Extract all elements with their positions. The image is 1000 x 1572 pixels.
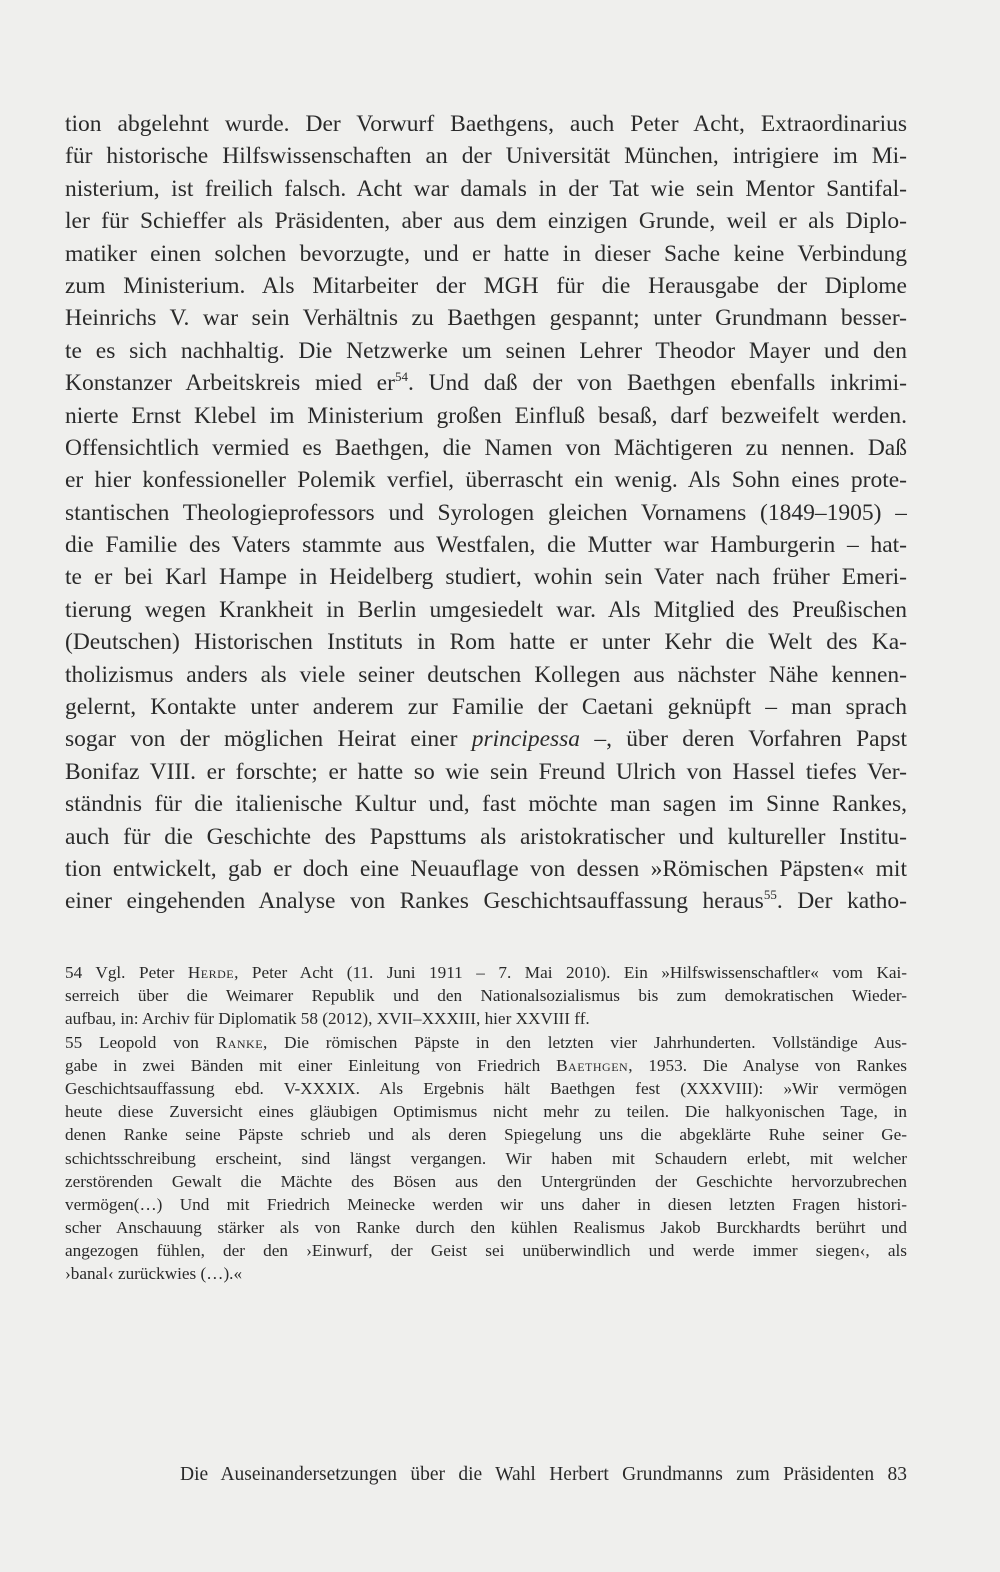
footnote-line: scher Anschauung stärker als von Ranke durch den kühlen Realismus Jakob Burckhardts berührt und bbox=[65, 1218, 907, 1238]
author-name: Ranke bbox=[215, 1032, 264, 1052]
text-segment: . Der katho- bbox=[776, 888, 907, 915]
text-segment: 54 Vgl. Peter bbox=[65, 963, 188, 982]
footnote-line bbox=[65, 961, 907, 984]
text-line: tion abgelehnt wurde. Der Vorwurf Baethgens, auch Peter Acht, Extraordinarius bbox=[65, 111, 907, 137]
text-line: (Deutschen) Historischen Instituts in Rom hatte er unter Kehr die Welt des Ka- bbox=[65, 629, 907, 656]
text-line: tion entwickelt, gab er doch eine Neuauflage von dessen »Römischen Päpsten« mit bbox=[65, 855, 907, 882]
author-name: Herde bbox=[187, 963, 235, 982]
text-segment: 55 Leopold von bbox=[65, 1032, 216, 1052]
footnote-ref-54: 54 bbox=[394, 369, 408, 385]
text-line: ständnis für die italienische Kultur und, fast möchte man sagen im Sinne Rankes, bbox=[65, 791, 907, 818]
text-line: te es sich nachhaltig. Die Netzwerke um seinen Lehrer Theodor Mayer und den bbox=[65, 337, 907, 364]
footnote-55 bbox=[65, 1031, 907, 1286]
footnote-line bbox=[65, 1054, 907, 1077]
text-segment: , 1953. Die Analyse von Rankes bbox=[628, 1055, 907, 1075]
page-number: 83 bbox=[887, 1464, 908, 1485]
footnote-line: angezogen fühlen, der den ›Einwurf, der Geist sei unüberwindlich und werde immer siegen‹, als bbox=[65, 1241, 907, 1261]
footnote-line: zerstörenden Gewalt die Mächte des Bösen aus den Untergründen der Geschichte hervorzubrechen bbox=[65, 1171, 907, 1191]
text-line: tierung wegen Krankheit in Berlin umgesiedelt war. Als Mitglied des Preußischen bbox=[65, 596, 907, 623]
text-line: nierte Ernst Klebel im Ministerium großen Einfluß besaß, darf bezweifelt werden. bbox=[65, 402, 907, 429]
italic-word: principessa bbox=[471, 726, 581, 753]
text-segment: –, über deren Vorfahren Papst bbox=[580, 726, 907, 753]
text-line: te er bei Karl Hampe in Heidelberg studiert, wohin sein Vater nach früher Emeri- bbox=[65, 564, 907, 591]
text-line: für historische Hilfswissenschaften an der Universität München, intrigiere im Mi- bbox=[65, 143, 907, 170]
text-line: die Familie des Vaters stammte aus Westfalen, die Mutter war Hamburgerin – hat- bbox=[65, 532, 907, 559]
text-line: gelernt, Kontakte unter anderem zur Familie der Caetani geknüpft – man sprach bbox=[65, 694, 907, 721]
footnote-line: ›banal‹ zurückwies (…).« bbox=[65, 1264, 243, 1284]
text-segment: gabe in zwei Bänden mit einer Einleitung von Friedrich bbox=[65, 1055, 557, 1075]
text-line: er hier konfessioneller Polemik verfiel, überrascht ein wenig. Als Sohn eines prote- bbox=[65, 467, 907, 494]
text-line: tholizismus anders als viele seiner deutschen Kollegen aus nächster Nähe kennen- bbox=[65, 661, 907, 688]
text-line: Bonifaz VIII. er forschte; er hatte so wie sein Freund Ulrich von Hassel tiefes Ver- bbox=[65, 758, 907, 785]
text-segment: . Und daß der von Baethgen ebenfalls inkrimi- bbox=[407, 370, 907, 397]
text-line: matiker einen solchen bevorzugte, und er hatte in dieser Sache keine Verbindung bbox=[65, 240, 907, 267]
main-text bbox=[65, 108, 907, 918]
footnote-line bbox=[65, 1031, 907, 1054]
footnote-line: heute diese Zuversicht eines gläubigen Optimismus nicht mehr zu teilen. Die halkyonischen Tage, in bbox=[65, 1102, 907, 1122]
running-footer bbox=[180, 1462, 907, 1488]
footnote-line: vermögen(…) Und mit Friedrich Meinecke werden wir uns daher in diesen letzten Fragen histori- bbox=[65, 1194, 907, 1214]
footnote-line: denen Ranke seine Päpste schrieb und als deren Spiegelung uns die abgeklärte Ruhe seiner Ge- bbox=[65, 1125, 907, 1145]
text-segment: Konstanzer Arbeitskreis mied er bbox=[65, 370, 395, 397]
text-line: auch für die Geschichte des Papsttums als aristokratischer und kultureller Institu- bbox=[65, 823, 907, 850]
footnote-line: schichtsschreibung erscheint, sind längst vergangen. Wir haben mit Schaudern erlebt, mit welcher bbox=[65, 1148, 907, 1168]
footnote-line: Geschichtsauffassung ebd. V-XXXIX. Als Ergebnis hält Baethgen fest (XXXVIII): »Wir vermögen bbox=[65, 1078, 907, 1098]
text-segment: sogar von der möglichen Heirat einer bbox=[65, 726, 458, 753]
text-line: zum Ministerium. Als Mitarbeiter der MGH für die Herausgabe der Diplome bbox=[65, 272, 907, 299]
running-head: Die Auseinandersetzungen über die Wahl Herbert Grundmanns zum Präsidenten bbox=[180, 1464, 875, 1485]
text-line bbox=[65, 723, 907, 755]
text-line: Offensichtlich vermied es Baethgen, die Namen von Mächtigeren zu nennen. Daß bbox=[65, 434, 907, 461]
author-name: Baethgen bbox=[556, 1055, 629, 1075]
footnote-line: serreich über die Weimarer Republik und den Nationalsozialismus bis zum demokratischen Wieder- bbox=[65, 986, 907, 1006]
text-segment: einer eingehenden Analyse von Rankes Geschichtsauffassung heraus bbox=[65, 888, 764, 915]
text-line: stantischen Theologieprofessors und Syrologen gleichen Vornamens (1849–1905) – bbox=[65, 499, 907, 526]
text-line bbox=[65, 367, 907, 399]
text-line: nisterium, ist freilich falsch. Acht war damals in der Tat wie sein Mentor Santifal- bbox=[65, 175, 907, 202]
footnote-line: aufbau, in: Archiv für Diplomatik 58 (2012), XVII–XXXIII, hier XXVIII ff. bbox=[65, 1009, 590, 1029]
text-line bbox=[65, 885, 907, 917]
footnotes bbox=[65, 961, 907, 1286]
text-line: ler für Schieffer als Präsidenten, aber aus dem einzigen Grunde, weil er als Diplo- bbox=[65, 208, 907, 235]
text-segment: , Peter Acht (11. Juni 1911 – 7. Mai 2010). Ein »Hilfswissenschaftler« vom Kai- bbox=[234, 963, 907, 982]
footnote-ref-55: 55 bbox=[763, 887, 777, 903]
footnote-54 bbox=[65, 961, 907, 1031]
text-line: Heinrichs V. war sein Verhältnis zu Baethgen gespannt; unter Grundmann besser- bbox=[65, 305, 907, 332]
text-segment: , Die römischen Päpste in den letzten vier Jahrhunderten. Vollständige Aus- bbox=[263, 1032, 907, 1052]
